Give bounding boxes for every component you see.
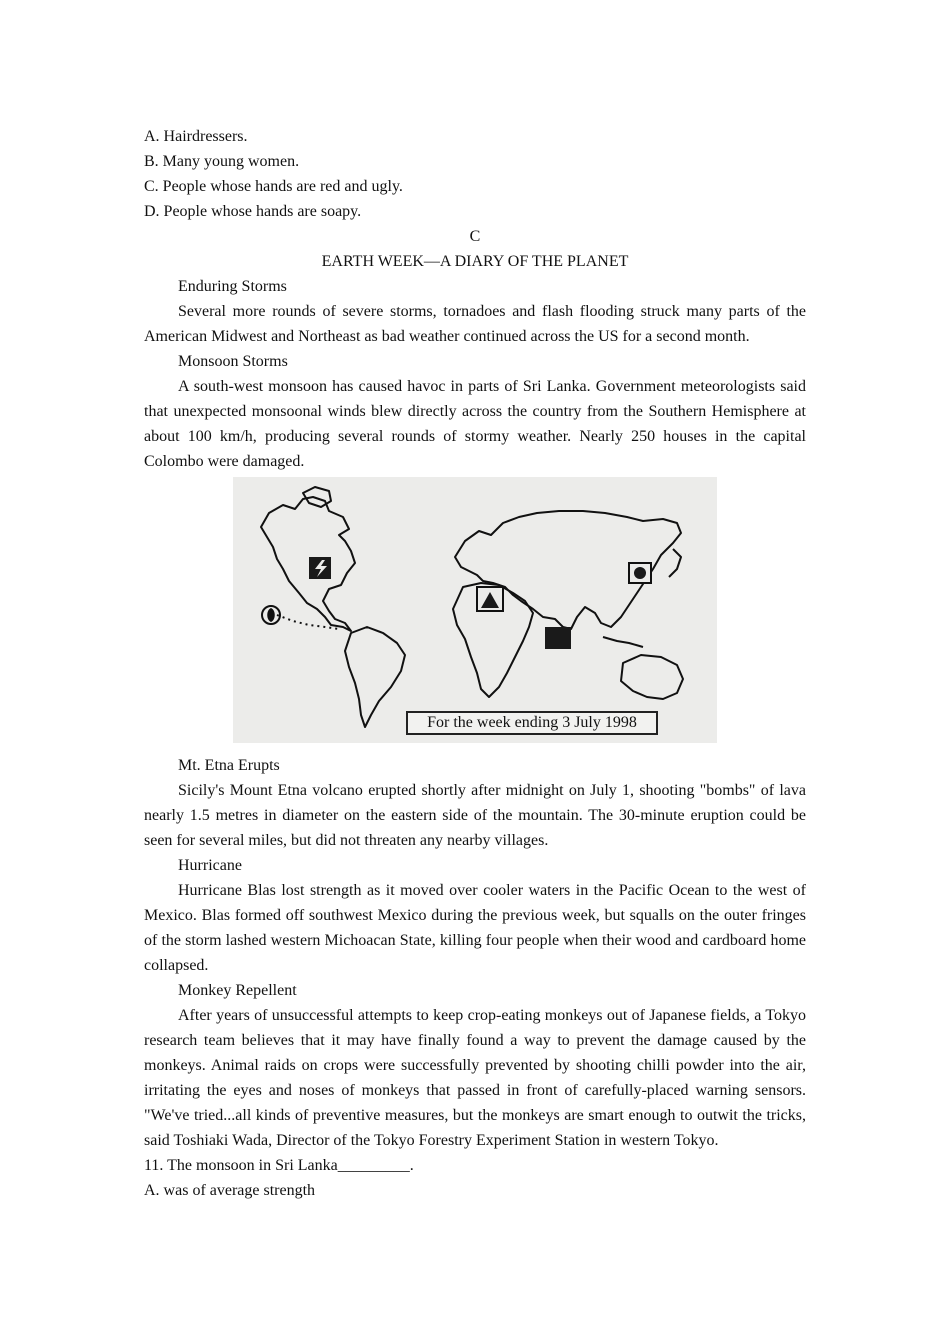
- greenland-outline: [303, 487, 331, 507]
- section-letter: C: [469, 228, 481, 245]
- article-heading: Monkey Repellent: [178, 982, 297, 999]
- article-body: Hurricane Blas lost strength as it moved over cooler waters in the Pacific Ocean to the west of Mexico. Blas formed off southwest Mexico during the previous week, but squalls on the outer fringes of the storm lashed western Michoacan State, killing four people when their wood and cardboard home collapsed.: [144, 882, 806, 974]
- article-heading: Hurricane: [178, 857, 242, 874]
- section-title: EARTH WEEK—A DIARY OF THE PLANET: [321, 253, 629, 270]
- world-map: [233, 477, 717, 743]
- option-line: C. People whose hands are red and ugly.: [144, 178, 403, 195]
- world-map-figure: [233, 477, 717, 743]
- option-line: D. People whose hands are soapy.: [144, 203, 362, 220]
- option-line: A. Hairdressers.: [144, 128, 248, 145]
- article-heading: Monsoon Storms: [178, 353, 288, 370]
- article-body: A south-west monsoon has caused havoc in parts of Sri Lanka. Government meteorologists said that unexpected monsoonal winds blew directly across the country from the Southern Hemisphere at about 100 km/h, producing several rounds of stormy weather. Nearly 250 houses in the capital Colombo were damaged.: [144, 378, 806, 470]
- japan-outline: [669, 549, 681, 577]
- volcano-icon: [477, 587, 503, 611]
- article-heading: Enduring Storms: [178, 278, 287, 295]
- option-line: B. Many young women.: [144, 153, 300, 170]
- indonesia-outline: [603, 637, 643, 647]
- article-body: After years of unsuccessful attempts to keep crop-eating monkeys out of Japanese fields, a Tokyo research team believes that it may have finally found a way to prevent the damage caused by the monkeys. Animal raids on crops were successfully prevented by shooting chilli powder into the air, irritating the eyes and noses of monkeys that passed in front of carefully-placed warning sensors. "We've tried...all kinds of preventive measures, but the monkeys are smart enough to outwit the tricks, said Toshiaki Wada, Director of the Tokyo Forestry Experiment Station in western Tokyo.: [144, 1007, 806, 1149]
- question-option: A. was of average strength: [144, 1182, 316, 1199]
- map-caption: For the week ending 3 July 1998: [406, 711, 658, 735]
- question-stem: 11. The monsoon in Sri Lanka_________.: [144, 1157, 414, 1174]
- article-body: Several more rounds of severe storms, tornadoes and flash flooding struck many parts of the American Midwest and Northeast as bad weather continued across the US for a second month.: [144, 303, 806, 345]
- australia-outline: [621, 655, 683, 699]
- north-america-outline: [261, 497, 355, 631]
- storm-icon: [309, 557, 331, 579]
- article-heading: Mt. Etna Erupts: [178, 757, 280, 774]
- article-body: Sicily's Mount Etna volcano erupted shortly after midnight on July 1, shooting "bombs" of lava nearly 1.5 metres in diameter on the eastern side of the mountain. The 30-minute eruption could be seen for several miles, but did not threaten any nearby villages.: [144, 782, 806, 849]
- monsoon-icon: [545, 627, 571, 649]
- south-america-outline: [345, 627, 405, 727]
- document-page: [144, 124, 806, 1203]
- monkey-icon: [629, 563, 651, 583]
